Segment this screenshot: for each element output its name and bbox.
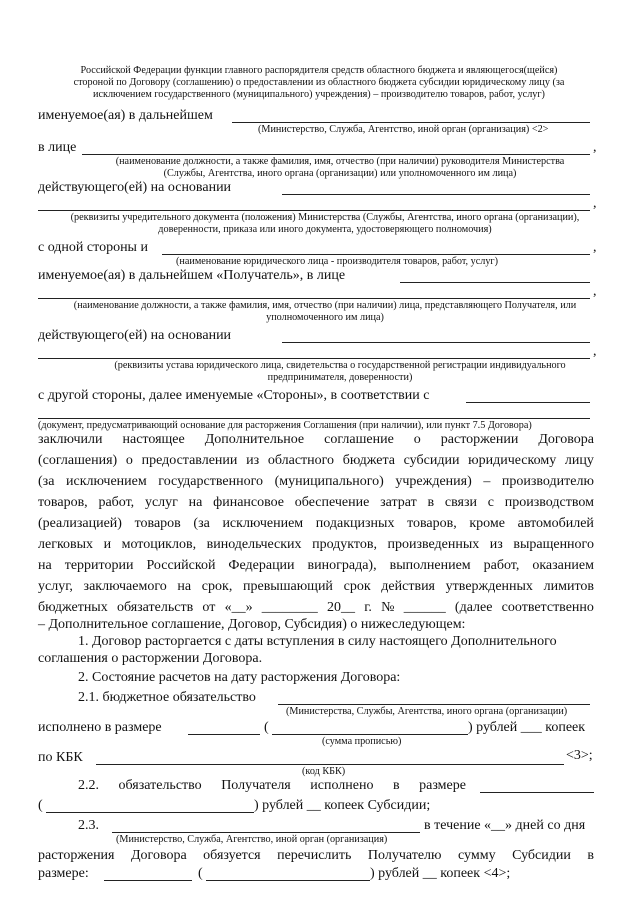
word: заключили: [38, 432, 103, 447]
one-side-field[interactable]: [162, 254, 590, 255]
body-line: [38, 453, 594, 469]
other-side-field-2[interactable]: [38, 418, 590, 419]
word: Получателю: [367, 848, 442, 863]
clause-2-2-line: [78, 778, 466, 794]
word: затрат: [380, 495, 417, 510]
named-as-field[interactable]: [232, 122, 590, 123]
body-line: [38, 495, 594, 511]
word: в: [427, 495, 435, 510]
word: №: [381, 600, 395, 615]
word: из: [246, 453, 260, 468]
acting-basis-hint-2: доверенности, приказа или иного документа, удостоверяющего полномочия): [158, 224, 492, 235]
word: бюджета: [342, 453, 395, 468]
word: финансовое: [213, 495, 285, 510]
word: Договора: [131, 848, 187, 863]
word: перечислить: [277, 848, 352, 863]
word: из: [489, 537, 503, 552]
word: 2.2.: [78, 778, 99, 793]
word: субсидии: [403, 453, 460, 468]
kbk-end: <3>;: [566, 748, 593, 763]
word: в: [587, 848, 594, 863]
clause-2: 2. Состояние расчетов на дату расторжения Договора:: [78, 670, 401, 685]
recipient-field-2[interactable]: [38, 298, 590, 299]
represented-by-field[interactable]: [82, 154, 590, 155]
word: обязательство: [118, 778, 202, 793]
acting-basis-field[interactable]: [282, 194, 590, 195]
represented-by-label: в лице: [38, 140, 77, 155]
word: Субсидии: [512, 848, 571, 863]
executed-tail: ) рублей ___ копеек: [468, 720, 586, 735]
represented-by-comma: ,: [593, 140, 597, 155]
word: обеспечение: [294, 495, 370, 510]
executed-amount-field[interactable]: [188, 734, 260, 735]
word: исполнено: [310, 778, 374, 793]
word: винодельческих: [206, 537, 302, 552]
word: г.: [364, 600, 372, 615]
word: продуктов,: [312, 537, 377, 552]
clause-2-2-tail: ) рублей __ копеек Субсидии;: [254, 798, 431, 813]
represented-by-hint-2: (Службы, Агентства, иного органа (организации) или уполномоченного им лица): [163, 168, 517, 179]
word: на: [188, 495, 203, 510]
word: ______: [403, 600, 446, 615]
word: обязуется: [203, 848, 261, 863]
kbk-label: по КБК: [38, 750, 83, 765]
word: учреждения): [395, 474, 472, 489]
word: территории: [64, 558, 134, 573]
word: соответственно: [501, 600, 594, 615]
body-line: [38, 474, 594, 490]
word: мотоциклов,: [121, 537, 197, 552]
word: обязательств: [116, 600, 194, 615]
acting-basis-hint-1: (реквизиты учредительного документа (положения) Министерства (Службы, Агентства, иного органа (организации),: [70, 212, 580, 223]
body-line: [38, 432, 594, 448]
word: легковых: [38, 537, 94, 552]
word: юридическому: [468, 453, 557, 468]
transfer-paren-open: (: [198, 866, 203, 881]
word: от: [202, 600, 216, 615]
word: производством: [504, 495, 594, 510]
other-side-hint: (документ, предусматривающий основание для расторжения Соглашения (при наличии), или пункт 7.5 Договора): [38, 420, 532, 431]
word: (за: [193, 516, 210, 531]
word: Договора: [538, 432, 594, 447]
kbk-field[interactable]: [96, 764, 564, 765]
word: исключением: [65, 474, 147, 489]
word: товаров: [134, 516, 181, 531]
word: выполнением: [389, 558, 471, 573]
one-side-hint: (наименование юридического лица - производителя товаров, работ, услуг): [176, 256, 498, 267]
word: предоставлении: [141, 453, 238, 468]
word: (соглашения): [38, 453, 118, 468]
word: (реализацией): [38, 516, 122, 531]
recipient-basis-field-2[interactable]: [38, 358, 590, 359]
named-as-hint: (Министерство, Служба, Агентство, иной орган (организация) <2>: [258, 124, 549, 135]
word: автомобилей: [517, 516, 594, 531]
body-line: [38, 516, 594, 532]
transfer-words-field[interactable]: [206, 880, 370, 881]
word: Получателя: [221, 778, 291, 793]
word: утвержденных: [445, 579, 533, 594]
word: на: [38, 558, 52, 573]
recipient-comma: ,: [593, 284, 597, 299]
word: произведенных: [387, 537, 480, 552]
word: о: [413, 432, 421, 447]
recipient-executed-words-field[interactable]: [46, 812, 254, 813]
recipient-basis-label: действующего(ей) на основании: [38, 328, 232, 343]
clause-2-3-body-field[interactable]: [112, 832, 420, 833]
word: Российской: [146, 558, 216, 573]
recipient-executed-field[interactable]: [480, 792, 594, 793]
recipient-field[interactable]: [400, 282, 590, 283]
word: товаров,: [407, 516, 457, 531]
intro-line-3: исключением государственного (муниципального) учреждения) – производителю товаров, работ, услуг): [93, 89, 545, 100]
word: (муниципального): [274, 474, 384, 489]
word: на: [177, 579, 192, 594]
clause-2-3-tail: в течение «__» дней со дня: [424, 818, 586, 833]
acting-basis-comma: ,: [593, 196, 597, 211]
word: размере: [419, 778, 466, 793]
recipient-hint-1: (наименование должности, а также фамилия, имя, отчество (при наличии) лица, представляющего Получателя, или: [73, 300, 577, 311]
other-side-field[interactable]: [466, 402, 590, 403]
word: «__»: [224, 600, 253, 615]
word: работ,: [98, 495, 135, 510]
word: действия: [381, 579, 435, 594]
recipient-basis-field[interactable]: [282, 342, 590, 343]
word: (далее: [454, 600, 493, 615]
intro-line-1: Российской Федерации функции главного распорядителя средств областного бюджета и являющегося(щейся): [80, 65, 558, 76]
word: с: [487, 495, 494, 510]
word: услуг: [144, 495, 178, 510]
acting-basis-label: действующего(ей) на основании: [38, 180, 232, 195]
clause-2-3-hint: (Министерство, Служба, Агентство, иной орган (организация): [116, 834, 388, 845]
body-line: [38, 579, 594, 595]
budget-obligation-hint: (Министерства, Службы, Агентства, иного органа (организации): [286, 706, 568, 717]
word: в: [392, 778, 400, 793]
clause-1-line-2: соглашения о расторжении Договора.: [38, 651, 263, 666]
recipient-basis-comma: ,: [593, 344, 597, 359]
word: расторжении: [440, 432, 519, 447]
word: (за: [38, 474, 55, 489]
acting-basis-field-2[interactable]: [38, 210, 590, 211]
clause-1-line-1: 1. Договор расторгается с даты вступления в силу настоящего Дополнительного: [78, 634, 557, 649]
word: выращенного: [513, 537, 594, 552]
word: связи: [444, 495, 477, 510]
recipient-hint-2: уполномоченного им лица): [266, 312, 384, 323]
intro-line-2: стороной по Договору (соглашению) о предоставлении из областного бюджета субсидии юридическому лицу (за: [73, 77, 565, 88]
word: кроме: [469, 516, 505, 531]
word: Федерации: [228, 558, 295, 573]
named-as-label: именуемое(ая) в дальнейшем: [38, 108, 213, 123]
word: настоящее: [122, 432, 185, 447]
word: срок: [343, 579, 371, 594]
word: государственного: [158, 474, 263, 489]
word: подакцизных: [315, 516, 395, 531]
body-line: [38, 600, 594, 616]
word: и: [103, 537, 112, 552]
word: оказанием: [532, 558, 594, 573]
recipient-basis-hint-1: (реквизиты устава юридического лица, свидетельства о государственной регистрации индивидуального: [114, 360, 566, 371]
word: областного: [267, 453, 335, 468]
word: превышающий: [242, 579, 333, 594]
word: заключаемого: [83, 579, 167, 594]
clause-2-3-num: 2.3.: [78, 818, 99, 833]
word: расторжения: [38, 848, 115, 863]
word: производителю: [501, 474, 594, 489]
body-line: [38, 558, 594, 574]
word: работ,: [483, 558, 520, 573]
recipient-label: именуемое(ая) в дальнейшем «Получатель», в лице: [38, 268, 346, 283]
body-line: [38, 537, 594, 553]
word: о: [125, 453, 133, 468]
transfer-amount-field[interactable]: [104, 880, 192, 881]
clause-2-1-label: 2.1. бюджетное обязательство: [78, 690, 256, 705]
one-side-label: с одной стороны и: [38, 240, 148, 255]
word: исключением: [222, 516, 304, 531]
word: услуг,: [38, 579, 73, 594]
word: –: [483, 474, 491, 489]
word: товаров,: [38, 495, 88, 510]
body-last-line: – Дополнительное соглашение, Договор, Субсидия) о нижеследующем:: [38, 617, 466, 632]
word: 20__: [327, 600, 355, 615]
word: винограда),: [307, 558, 377, 573]
executed-words-field[interactable]: [272, 734, 468, 735]
executed-hint: (сумма прописью): [322, 736, 402, 747]
word: лимитов: [543, 579, 594, 594]
transfer-tail: ) рублей __ копеек <4>;: [370, 866, 511, 881]
one-side-comma: ,: [593, 240, 597, 255]
executed-paren-open: (: [264, 720, 269, 735]
clause-2-2-paren-open: (: [38, 798, 43, 813]
executed-label: исполнено в размере: [38, 720, 162, 735]
other-side-label: с другой стороны, далее именуемые «Стороны», в соответствии с: [38, 388, 430, 403]
word: Дополнительное: [204, 432, 305, 447]
clause-2-3-line-2: [38, 848, 594, 864]
budget-obligation-field[interactable]: [278, 704, 590, 705]
clause-2-3-size-label: размере:: [38, 866, 89, 881]
represented-by-hint-1: (наименование должности, а также фамилия, имя, отчество (при наличии) руководителя Министерства: [115, 156, 565, 167]
word: бюджетных: [38, 600, 108, 615]
word: соглашение: [324, 432, 394, 447]
kbk-hint: (код КБК): [302, 766, 346, 777]
recipient-basis-hint-2: предпринимателя, доверенности): [267, 372, 413, 383]
word: ________: [261, 600, 318, 615]
word: сумму: [458, 848, 496, 863]
word: срок,: [201, 579, 233, 594]
word: лицу: [564, 453, 594, 468]
